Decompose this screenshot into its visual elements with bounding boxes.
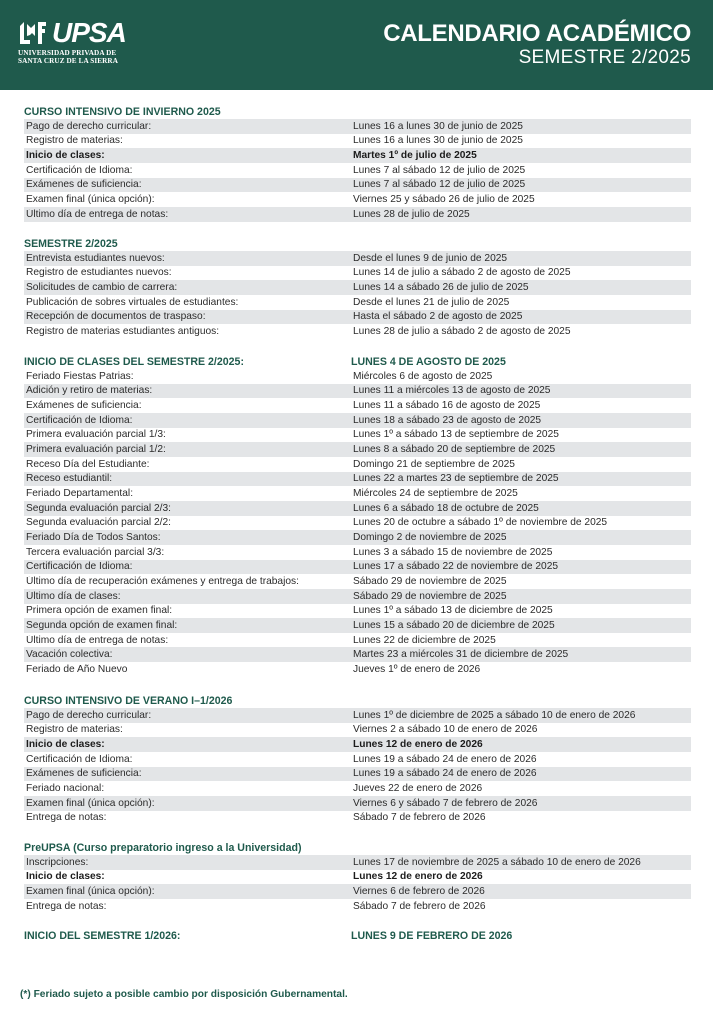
row-value: Miércoles 24 de septiembre de 2025	[353, 488, 518, 500]
calendar-row	[24, 604, 691, 619]
row-value: Lunes 11 a miércoles 13 de agosto de 2025	[353, 385, 551, 397]
page-title: CALENDARIO ACADÉMICO	[383, 20, 691, 47]
row-label: Solicitudes de cambio de carrera:	[26, 282, 178, 294]
row-label: Receso Día del Estudiante:	[26, 458, 150, 470]
section-title: CURSO INTENSIVO DE INVIERNO 2025	[24, 106, 221, 118]
calendar-section	[24, 355, 691, 677]
row-label: Último día de clases:	[26, 590, 121, 602]
row-value: Lunes 1º de diciembre de 2025 a sábado 10 de enero de 2026	[353, 709, 636, 721]
row-value: Desde el lunes 21 de julio de 2025	[353, 296, 510, 308]
row-value: Lunes 12 de enero de 2026	[353, 871, 483, 883]
row-label: Recepción de documentos de traspaso:	[26, 311, 206, 323]
row-value: Lunes 16 a lunes 30 de junio de 2025	[353, 120, 523, 132]
row-label: Pago de derecho curricular:	[26, 709, 152, 721]
section-header	[24, 355, 691, 369]
calendar-row	[24, 457, 691, 472]
row-value: Lunes 17 a sábado 22 de noviembre de 2025	[353, 561, 559, 573]
row-label: Examen final (única opción):	[26, 886, 155, 898]
calendar-row	[24, 752, 691, 767]
row-value: Desde el lunes 9 de junio de 2025	[353, 252, 508, 264]
row-label: Receso estudiantil:	[26, 473, 113, 485]
row-value: Lunes 14 a sábado 26 de julio de 2025	[353, 282, 529, 294]
row-label: Primera evaluación parcial 1/3:	[26, 429, 166, 441]
calendar-row	[24, 384, 691, 399]
row-label: Certificación de Idioma:	[26, 414, 133, 426]
row-value: Lunes 16 a lunes 30 de junio de 2025	[353, 135, 523, 147]
row-value: Jueves 1º de enero de 2026	[353, 663, 481, 675]
calendar-section	[24, 105, 691, 222]
calendar-row	[24, 560, 691, 575]
calendar-row	[24, 148, 691, 163]
calendar-row	[24, 589, 691, 604]
row-value: Lunes 6 a sábado 18 de octubre de 2025	[353, 502, 539, 514]
calendar-row	[24, 737, 691, 752]
row-value: Sábado 7 de febrero de 2026	[353, 900, 486, 912]
row-value: Sábado 7 de febrero de 2026	[353, 812, 486, 824]
row-label: Certificación de Idioma:	[26, 561, 133, 573]
row-value: Lunes 11 a sábado 16 de agosto de 2025	[353, 400, 541, 412]
calendar-section	[24, 841, 691, 914]
section-header	[24, 694, 691, 708]
logo-subtitle-2: SANTA CRUZ DE LA SIERRA	[18, 57, 119, 66]
calendar-row	[24, 207, 691, 222]
calendar-row	[24, 545, 691, 560]
row-label: Registro de estudiantes nuevos:	[26, 267, 172, 279]
calendar-row	[24, 280, 691, 295]
section-title: SEMESTRE 2/2025	[24, 238, 118, 250]
row-label: Último día de recuperación exámenes y entrega de trabajos:	[26, 576, 299, 588]
row-value: Lunes 18 a sábado 23 de agosto de 2025	[353, 414, 542, 426]
row-value: Sábado 29 de noviembre de 2025	[353, 576, 507, 588]
logo-subtitle-1: UNIVERSIDAD PRIVADA DE	[18, 49, 117, 57]
row-value: Domingo 21 de septiembre de 2025	[353, 458, 515, 470]
calendar-row	[24, 472, 691, 487]
section-date: LUNES 4 DE AGOSTO DE 2025	[351, 356, 506, 368]
row-value: Viernes 25 y sábado 26 de julio de 2025	[353, 194, 535, 206]
calendar-row	[24, 662, 691, 677]
row-label: Feriado Día de Todos Santos:	[26, 532, 161, 544]
section-title: PreUPSA (Curso preparatorio ingreso a la Universidad)	[24, 842, 302, 854]
calendar-row	[24, 884, 691, 899]
calendar-row	[24, 266, 691, 281]
row-label: Adición y retiro de materias:	[26, 385, 153, 397]
upsa-logo	[18, 18, 138, 66]
footnote: (*) Feriado sujeto a posible cambio por disposición Gubernamental.	[20, 989, 348, 1000]
row-value: Martes 1º de julio de 2025	[353, 150, 477, 162]
calendar-row	[24, 811, 691, 826]
row-value: Lunes 17 de noviembre de 2025 a sábado 10 de enero de 2026	[353, 856, 641, 868]
calendar-row	[24, 192, 691, 207]
row-label: Inicio de clases:	[26, 739, 105, 751]
calendar-row	[24, 178, 691, 193]
calendar-row	[24, 428, 691, 443]
row-value: Lunes 7 al sábado 12 de julio de 2025	[353, 164, 526, 176]
row-value: Martes 23 a miércoles 31 de diciembre de 2025	[353, 649, 569, 661]
section-date: LUNES 9 DE FEBRERO DE 2026	[351, 930, 513, 942]
row-value: Lunes 19 a sábado 24 de enero de 2026	[353, 768, 537, 780]
calendar-row	[24, 574, 691, 589]
calendar-row	[24, 486, 691, 501]
calendar-row	[24, 855, 691, 870]
calendar-row	[24, 899, 691, 914]
calendar-row	[24, 781, 691, 796]
calendar-row	[24, 530, 691, 545]
row-label: Examen final (única opción):	[26, 194, 155, 206]
row-value: Lunes 22 de diciembre de 2025	[353, 634, 496, 646]
row-label: Publicación de sobres virtuales de estudiantes:	[26, 296, 239, 308]
section-header	[24, 237, 691, 251]
calendar-row	[24, 796, 691, 811]
section-header	[24, 105, 691, 119]
calendar-section	[24, 694, 691, 825]
row-label: Entrevista estudiantes nuevos:	[26, 252, 165, 264]
calendar-row	[24, 442, 691, 457]
row-label: Certificación de Idioma:	[26, 164, 133, 176]
calendar-row	[24, 870, 691, 885]
row-value: Lunes 28 de julio a sábado 2 de agosto de 2025	[353, 326, 571, 338]
calendar-row	[24, 310, 691, 325]
row-label: Exámenes de suficiencia:	[26, 179, 142, 191]
row-label: Registro de materias:	[26, 724, 123, 736]
row-value: Lunes 1º a sábado 13 de septiembre de 2025	[353, 429, 559, 441]
row-value: Lunes 20 de octubre a sábado 1º de noviembre de 2025	[353, 517, 608, 529]
row-value: Domingo 2 de noviembre de 2025	[353, 532, 507, 544]
calendar-row	[24, 767, 691, 782]
calendar-row	[24, 163, 691, 178]
calendar-section	[24, 237, 691, 339]
row-value: Jueves 22 de enero de 2026	[353, 783, 483, 795]
row-value: Lunes 12 de enero de 2026	[353, 739, 483, 751]
row-label: Último día de entrega de notas:	[26, 208, 169, 220]
row-label: Entrega de notas:	[26, 812, 107, 824]
section-title: INICIO DE CLASES DEL SEMESTRE 2/2025:	[24, 356, 244, 368]
row-value: Lunes 14 de julio a sábado 2 de agosto de 2025	[353, 267, 571, 279]
row-value: Lunes 22 a martes 23 de septiembre de 2025	[353, 473, 559, 485]
row-label: Primera evaluación parcial 1/2:	[26, 444, 166, 456]
header-banner	[0, 0, 713, 90]
calendar-row	[24, 324, 691, 339]
row-value: Lunes 15 a sábado 20 de diciembre de 2025	[353, 619, 555, 631]
row-label: Registro de materias estudiantes antiguos:	[26, 326, 220, 338]
row-label: Feriado Departamental:	[26, 488, 134, 500]
section-title: INICIO DEL SEMESTRE 1/2026:	[24, 930, 181, 942]
calendar-row	[24, 369, 691, 384]
row-value: Hasta el sábado 2 de agosto de 2025	[353, 311, 523, 323]
row-label: Inscripciones:	[26, 856, 89, 868]
row-label: Registro de materias:	[26, 135, 123, 147]
row-label: Segunda evaluación parcial 2/3:	[26, 502, 171, 514]
calendar-row	[24, 119, 691, 134]
row-label: Feriado Fiestas Patrias:	[26, 370, 134, 382]
calendar-row	[24, 618, 691, 633]
row-value: Viernes 2 a sábado 10 de enero de 2026	[353, 724, 538, 736]
row-value: Viernes 6 y sábado 7 de febrero de 2026	[353, 797, 538, 809]
row-value: Lunes 28 de julio de 2025	[353, 208, 470, 220]
row-value: Lunes 7 al sábado 12 de julio de 2025	[353, 179, 526, 191]
section-header	[24, 841, 691, 855]
row-label: Exámenes de suficiencia:	[26, 768, 142, 780]
calendar-row	[24, 398, 691, 413]
row-label: Segunda opción de examen final:	[26, 619, 178, 631]
row-value: Lunes 1º a sábado 13 de diciembre de 2025	[353, 605, 553, 617]
calendar-row	[24, 134, 691, 149]
calendar-row	[24, 413, 691, 428]
calendar-row	[24, 723, 691, 738]
row-label: Feriado nacional:	[26, 783, 105, 795]
row-label: Primera opción de examen final:	[26, 605, 173, 617]
calendar-row	[24, 633, 691, 648]
calendar-row	[24, 501, 691, 516]
row-label: Segunda evaluación parcial 2/2:	[26, 517, 171, 529]
page-subtitle: SEMESTRE 2/2025	[518, 47, 691, 68]
row-label: Feriado de Año Nuevo	[26, 663, 128, 675]
logo-wordmark: UPSA	[52, 17, 126, 48]
calendar-row	[24, 516, 691, 531]
calendar-section	[24, 929, 691, 943]
row-label: Tercera evaluación parcial 3/3:	[26, 546, 165, 558]
row-label: Último día de entrega de notas:	[26, 634, 169, 646]
row-label: Entrega de notas:	[26, 900, 107, 912]
section-header	[24, 929, 691, 943]
row-label: Vacación colectiva:	[26, 649, 113, 661]
row-value: Lunes 3 a sábado 15 de noviembre de 2025	[353, 546, 553, 558]
calendar-row	[24, 295, 691, 310]
row-value: Lunes 19 a sábado 24 de enero de 2026	[353, 753, 537, 765]
section-title: CURSO INTENSIVO DE VERANO I–1/2026	[24, 695, 233, 707]
row-value: Sábado 29 de noviembre de 2025	[353, 590, 507, 602]
calendar-row	[24, 647, 691, 662]
calendar-row	[24, 251, 691, 266]
title-block	[383, 20, 691, 68]
row-label: Exámenes de suficiencia:	[26, 400, 142, 412]
row-value: Miércoles 6 de agosto de 2025	[353, 370, 493, 382]
row-label: Examen final (única opción):	[26, 797, 155, 809]
logo-emblem-icon	[18, 20, 48, 46]
calendar-row	[24, 708, 691, 723]
row-label: Pago de derecho curricular:	[26, 120, 152, 132]
row-label: Certificación de Idioma:	[26, 753, 133, 765]
row-label: Inicio de clases:	[26, 150, 105, 162]
row-value: Lunes 8 a sábado 20 de septiembre de 2025	[353, 444, 556, 456]
row-value: Viernes 6 de febrero de 2026	[353, 886, 485, 898]
row-label: Inicio de clases:	[26, 871, 105, 883]
